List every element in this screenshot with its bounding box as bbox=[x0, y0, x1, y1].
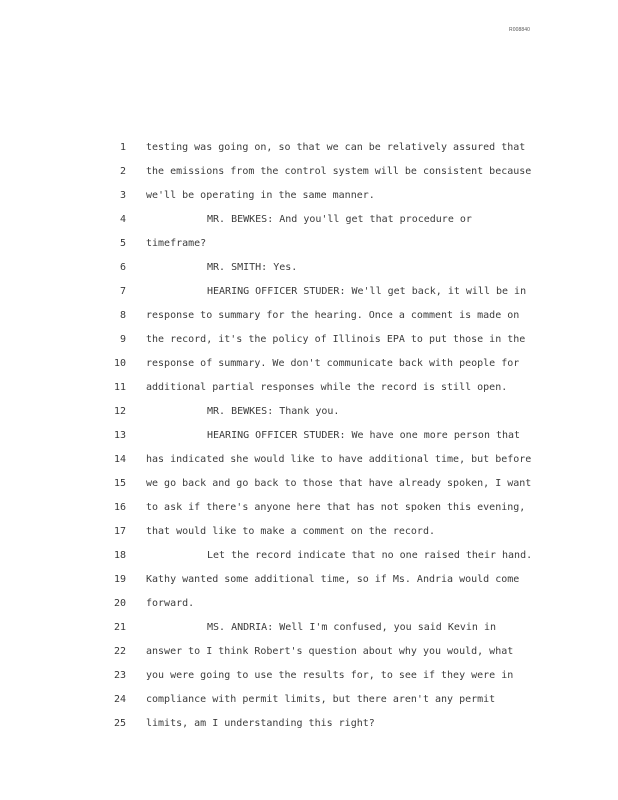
line-text: Kathy wanted some additional time, so if Ms. Andria would come bbox=[146, 574, 520, 585]
line-number: 21 bbox=[113, 622, 126, 633]
line-text: has indicated she would like to have additional time, but before bbox=[146, 454, 532, 465]
transcript-line bbox=[0, 664, 618, 688]
line-text: MR. SMITH: Yes. bbox=[207, 262, 298, 273]
transcript-line bbox=[0, 328, 618, 352]
transcript-line bbox=[0, 136, 618, 160]
transcript-line bbox=[0, 688, 618, 712]
line-text: additional partial responses while the record is still open. bbox=[146, 382, 508, 393]
transcript-line bbox=[0, 184, 618, 208]
line-text: MR. BEWKES: Thank you. bbox=[207, 406, 340, 417]
line-number: 15 bbox=[113, 478, 126, 489]
transcript-line bbox=[0, 352, 618, 376]
transcript-line bbox=[0, 640, 618, 664]
line-number: 3 bbox=[119, 190, 126, 201]
line-text: testing was going on, so that we can be relatively assured that bbox=[146, 142, 526, 153]
line-number: 7 bbox=[119, 286, 126, 297]
line-number: 22 bbox=[113, 646, 126, 657]
line-number: 9 bbox=[119, 334, 126, 345]
line-text: that would like to make a comment on the record. bbox=[146, 526, 435, 537]
line-text: to ask if there's anyone here that has not spoken this evening, bbox=[146, 502, 526, 513]
line-text: we go back and go back to those that have already spoken, I want bbox=[146, 478, 532, 489]
line-text: limits, am I understanding this right? bbox=[146, 718, 375, 729]
line-text: MR. BEWKES: And you'll get that procedure or bbox=[207, 214, 472, 225]
transcript-line bbox=[0, 520, 618, 544]
transcript-line bbox=[0, 232, 618, 256]
transcript-line bbox=[0, 448, 618, 472]
transcript-line bbox=[0, 472, 618, 496]
transcript-lines bbox=[0, 136, 618, 736]
transcript-line bbox=[0, 544, 618, 568]
line-number: 2 bbox=[119, 166, 126, 177]
line-number: 6 bbox=[119, 262, 126, 273]
line-number: 25 bbox=[113, 718, 126, 729]
line-text: the emissions from the control system will be consistent because bbox=[146, 166, 532, 177]
transcript-line bbox=[0, 256, 618, 280]
line-number: 5 bbox=[119, 238, 126, 249]
line-text: we'll be operating in the same manner. bbox=[146, 190, 375, 201]
transcript-line bbox=[0, 400, 618, 424]
line-text: the record, it's the policy of Illinois EPA to put those in the bbox=[146, 334, 526, 345]
transcript-line bbox=[0, 568, 618, 592]
line-number: 12 bbox=[113, 406, 126, 417]
line-number: 13 bbox=[113, 430, 126, 441]
line-number: 10 bbox=[113, 358, 126, 369]
transcript-line bbox=[0, 424, 618, 448]
transcript-line bbox=[0, 376, 618, 400]
line-text: response of summary. We don't communicate back with people for bbox=[146, 358, 520, 369]
transcript-line bbox=[0, 160, 618, 184]
line-number: 4 bbox=[119, 214, 126, 225]
line-number: 1 bbox=[119, 142, 126, 153]
line-text: MS. ANDRIA: Well I'm confused, you said Kevin in bbox=[207, 622, 496, 633]
transcript-line bbox=[0, 712, 618, 736]
transcript-line bbox=[0, 496, 618, 520]
line-number: 19 bbox=[113, 574, 126, 585]
line-number: 16 bbox=[113, 502, 126, 513]
line-text: HEARING OFFICER STUDER: We'll get back, it will be in bbox=[207, 286, 527, 297]
line-text: HEARING OFFICER STUDER: We have one more person that bbox=[207, 430, 521, 441]
line-number: 11 bbox=[113, 382, 126, 393]
line-text: answer to I think Robert's question about why you would, what bbox=[146, 646, 514, 657]
transcript-line bbox=[0, 208, 618, 232]
line-text: response to summary for the hearing. Once a comment is made on bbox=[146, 310, 520, 321]
line-text: forward. bbox=[146, 598, 195, 609]
line-number: 23 bbox=[113, 670, 126, 681]
transcript-line bbox=[0, 592, 618, 616]
line-number: 20 bbox=[113, 598, 126, 609]
line-text: compliance with permit limits, but there aren't any permit bbox=[146, 694, 496, 705]
line-number: 18 bbox=[113, 550, 126, 561]
line-text: Let the record indicate that no one raised their hand. bbox=[207, 550, 533, 561]
line-number: 8 bbox=[119, 310, 126, 321]
line-number: 14 bbox=[113, 454, 126, 465]
line-number: 17 bbox=[113, 526, 126, 537]
line-text: timeframe? bbox=[146, 238, 207, 249]
transcript-line bbox=[0, 616, 618, 640]
line-number: 24 bbox=[113, 694, 126, 705]
transcript-line bbox=[0, 304, 618, 328]
bates-number: R008840 bbox=[509, 27, 530, 33]
transcript-line bbox=[0, 280, 618, 304]
line-text: you were going to use the results for, to see if they were in bbox=[146, 670, 514, 681]
